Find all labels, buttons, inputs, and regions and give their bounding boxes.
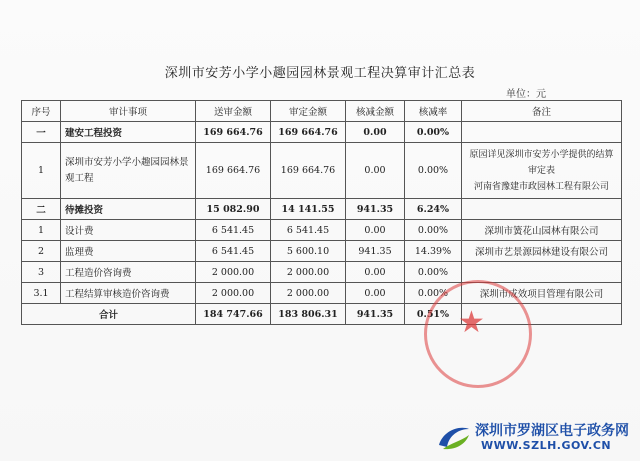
row-submitted: 169 664.76 bbox=[196, 143, 271, 199]
row-reduction: 0.00 bbox=[346, 143, 405, 199]
table-total-row bbox=[22, 304, 622, 325]
table-header-row bbox=[22, 101, 622, 122]
audit-summary-table bbox=[21, 100, 622, 325]
row-seq: 2 bbox=[22, 241, 61, 262]
total-rate: 0.51% bbox=[405, 304, 462, 325]
header-seq: 序号 bbox=[22, 101, 61, 122]
total-label: 合计 bbox=[22, 304, 196, 325]
row-seq: 二 bbox=[22, 199, 61, 220]
table-row bbox=[22, 122, 622, 143]
row-rate: 14.39% bbox=[405, 241, 462, 262]
total-submitted: 184 747.66 bbox=[196, 304, 271, 325]
row-approved: 169 664.76 bbox=[271, 122, 346, 143]
header-reduction: 核减金额 bbox=[346, 101, 405, 122]
row-note bbox=[462, 122, 622, 143]
header-item: 审计事项 bbox=[61, 101, 196, 122]
row-submitted: 6 541.45 bbox=[196, 241, 271, 262]
row-item: 深圳市安芳小学小趣园园林景观工程 bbox=[61, 143, 196, 199]
row-approved: 5 600.10 bbox=[271, 241, 346, 262]
row-seq: 1 bbox=[22, 143, 61, 199]
table-row bbox=[22, 220, 622, 241]
row-reduction: 941.35 bbox=[346, 241, 405, 262]
table-row bbox=[22, 283, 622, 304]
row-rate: 0.00% bbox=[405, 220, 462, 241]
row-rate: 6.24% bbox=[405, 199, 462, 220]
row-note bbox=[462, 262, 622, 283]
row-seq: 3.1 bbox=[22, 283, 61, 304]
row-note: 深圳市艺景源园林建设有限公司 bbox=[462, 241, 622, 262]
row-reduction: 0.00 bbox=[346, 262, 405, 283]
table-row bbox=[22, 143, 622, 199]
row-approved: 169 664.76 bbox=[271, 143, 346, 199]
total-reduction: 941.35 bbox=[346, 304, 405, 325]
row-submitted: 15 082.90 bbox=[196, 199, 271, 220]
site-logo bbox=[437, 418, 637, 458]
row-reduction: 0.00 bbox=[346, 122, 405, 143]
row-note bbox=[462, 143, 622, 199]
row-submitted: 169 664.76 bbox=[196, 122, 271, 143]
row-item: 建安工程投资 bbox=[61, 122, 196, 143]
unit-label: 单位：元 bbox=[506, 89, 546, 100]
row-note: 深圳市簧花山园林有限公司 bbox=[462, 220, 622, 241]
header-rate: 核减率 bbox=[405, 101, 462, 122]
logo-name: 深圳市罗湖区电子政务网 bbox=[475, 423, 629, 439]
row-approved: 14 141.55 bbox=[271, 199, 346, 220]
table-row bbox=[22, 199, 622, 220]
row-rate: 0.00% bbox=[405, 283, 462, 304]
row-note: 深圳市成效项目管理有限公司 bbox=[462, 283, 622, 304]
table-row bbox=[22, 241, 622, 262]
row-reduction: 0.00 bbox=[346, 220, 405, 241]
row-rate: 0.00% bbox=[405, 143, 462, 199]
row-note-line-2: 河南省豫建市政园林工程有限公司 bbox=[473, 181, 609, 192]
logo-swirl-icon bbox=[437, 421, 471, 451]
document-title: 深圳市安芳小学小趣园园林景观工程决算审计汇总表 bbox=[164, 66, 476, 81]
logo-url: WWW.SZLH.GOV.CN bbox=[481, 439, 612, 452]
row-item: 监理费 bbox=[61, 241, 196, 262]
row-rate: 0.00% bbox=[405, 262, 462, 283]
row-seq: 3 bbox=[22, 262, 61, 283]
row-approved: 2 000.00 bbox=[271, 262, 346, 283]
header-note: 备注 bbox=[462, 101, 622, 122]
row-submitted: 2 000.00 bbox=[196, 283, 271, 304]
row-submitted: 6 541.45 bbox=[196, 220, 271, 241]
row-reduction: 0.00 bbox=[346, 283, 405, 304]
header-approved: 审定金额 bbox=[271, 101, 346, 122]
header-submitted: 送审金额 bbox=[196, 101, 271, 122]
row-item: 工程结算审核造价咨询费 bbox=[61, 283, 196, 304]
row-seq: 一 bbox=[22, 122, 61, 143]
table-row bbox=[22, 262, 622, 283]
row-note-line-1: 原园详见深圳市安芳小学提供的结算审定表 bbox=[469, 149, 614, 176]
row-reduction: 941.35 bbox=[346, 199, 405, 220]
row-approved: 2 000.00 bbox=[271, 283, 346, 304]
row-item: 待摊投资 bbox=[61, 199, 196, 220]
row-item: 设计费 bbox=[61, 220, 196, 241]
row-rate: 0.00% bbox=[405, 122, 462, 143]
total-approved: 183 806.31 bbox=[271, 304, 346, 325]
row-note bbox=[462, 199, 622, 220]
row-approved: 6 541.45 bbox=[271, 220, 346, 241]
row-submitted: 2 000.00 bbox=[196, 262, 271, 283]
seal-star-icon: ★ bbox=[458, 305, 485, 340]
row-item: 工程造价咨询费 bbox=[61, 262, 196, 283]
row-seq: 1 bbox=[22, 220, 61, 241]
